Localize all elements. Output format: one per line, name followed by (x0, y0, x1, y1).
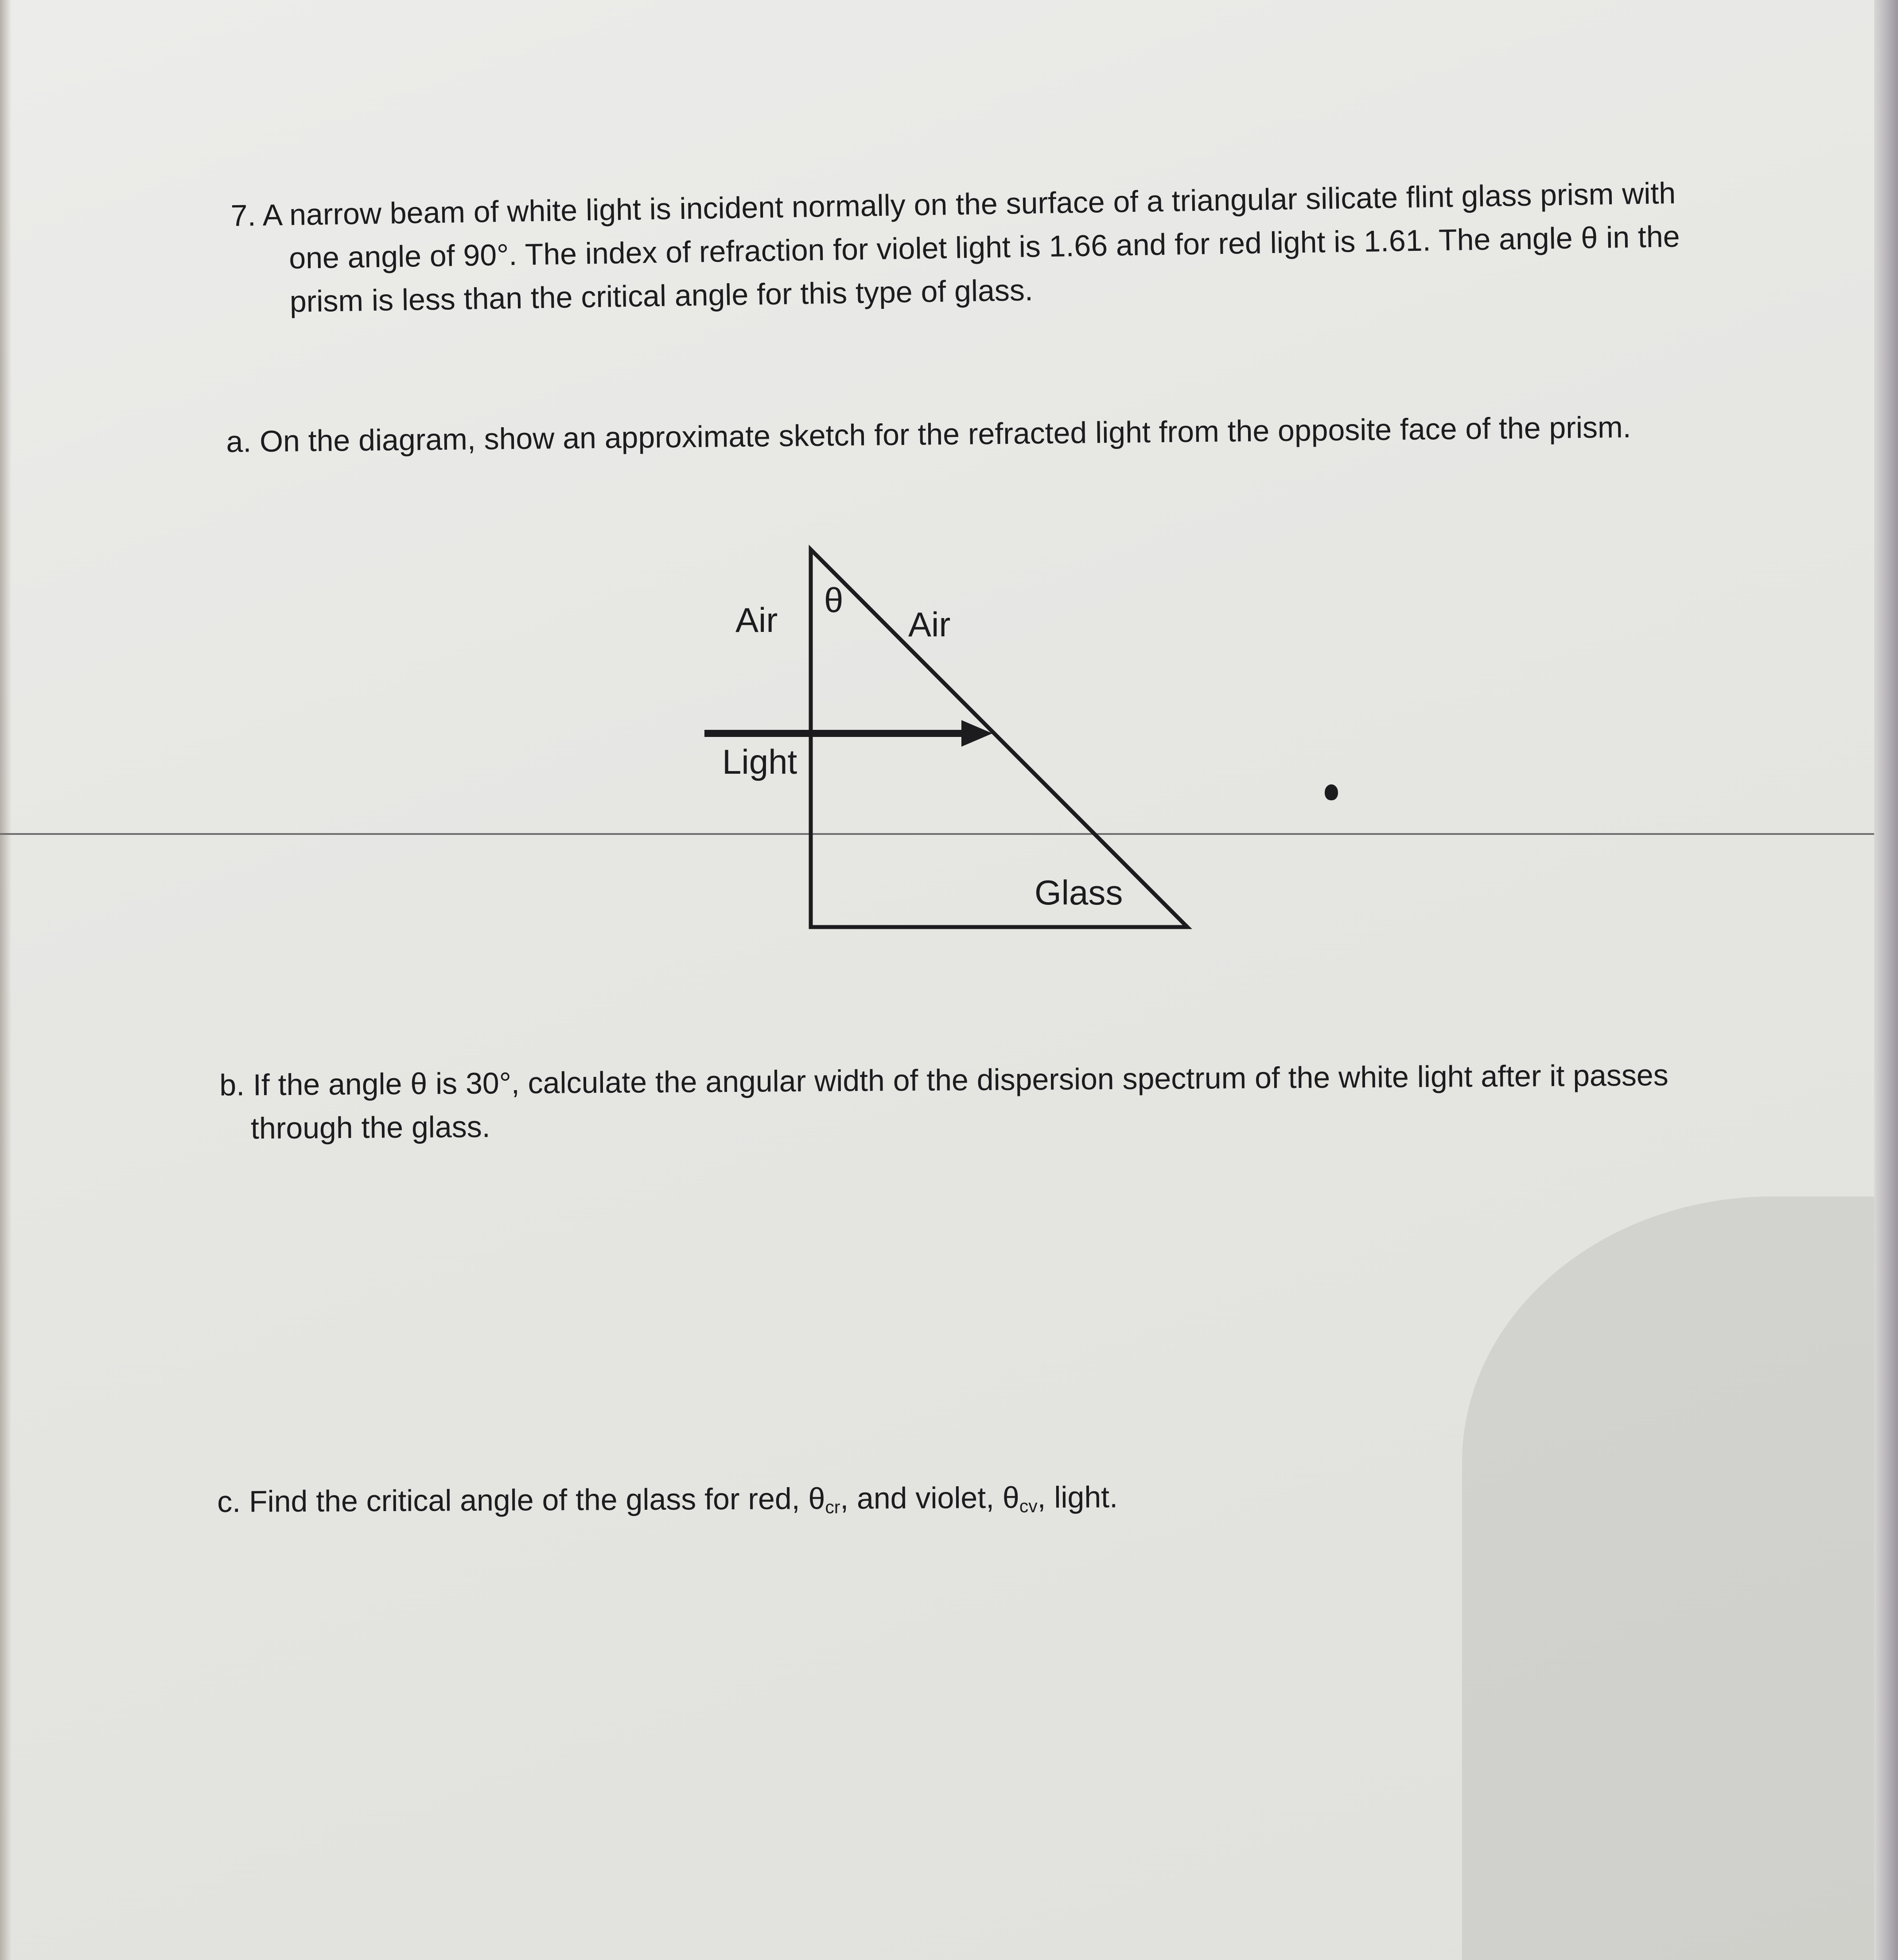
part-c-text-middle: , and violet, θ (840, 1481, 1019, 1516)
hand-shadow (1462, 1196, 1898, 1960)
air-label-right: Air (908, 605, 951, 644)
part-c-text-before: Find the critical angle of the glass for red, θ (249, 1481, 825, 1519)
part-b-letter: b. (219, 1068, 245, 1102)
page-edge-shadow (0, 0, 12, 1960)
prism-triangle (811, 549, 1187, 927)
page-right-edge (1874, 0, 1898, 1960)
light-beam-arrowhead (961, 720, 992, 747)
part-c-sub-red: cr (825, 1496, 840, 1518)
part-a-letter: a. (226, 425, 252, 459)
question-7 (230, 171, 1712, 324)
part-c (217, 1473, 1547, 1532)
part-b (219, 1053, 1735, 1150)
part-b-text: If the angle θ is 30°, calculate the angular width of the dispersion spectrum of the white light after it passes through the glass. (250, 1058, 1669, 1146)
prism-diagram (700, 541, 1201, 948)
part-c-letter: c. (217, 1485, 241, 1519)
light-label: Light (722, 742, 797, 781)
question-7-text: A narrow beam of white light is incident normally on the surface of a triangular silicate flint glass prism with one angle of 90°. The index of refraction for violet light is 1.66 and for red light is 1.61. The angle θ in the prism is less than the critical angle for this type of glass. (262, 176, 1680, 319)
glass-label: Glass (1035, 873, 1123, 912)
air-label-left: Air (735, 600, 778, 639)
part-a-body (226, 404, 1733, 464)
part-a-text: On the diagram, show an approximate sketch for the refracted light from the opposite face of the prism. (259, 410, 1631, 459)
question-7-body (230, 171, 1712, 324)
part-b-body (219, 1053, 1735, 1150)
part-a (226, 404, 1733, 464)
question-7-number: 7. (230, 199, 257, 233)
theta-label: θ (824, 581, 844, 620)
part-c-text-after: , light. (1037, 1480, 1118, 1515)
part-c-sub-violet: cv (1019, 1496, 1038, 1516)
ink-mark (1325, 784, 1338, 800)
